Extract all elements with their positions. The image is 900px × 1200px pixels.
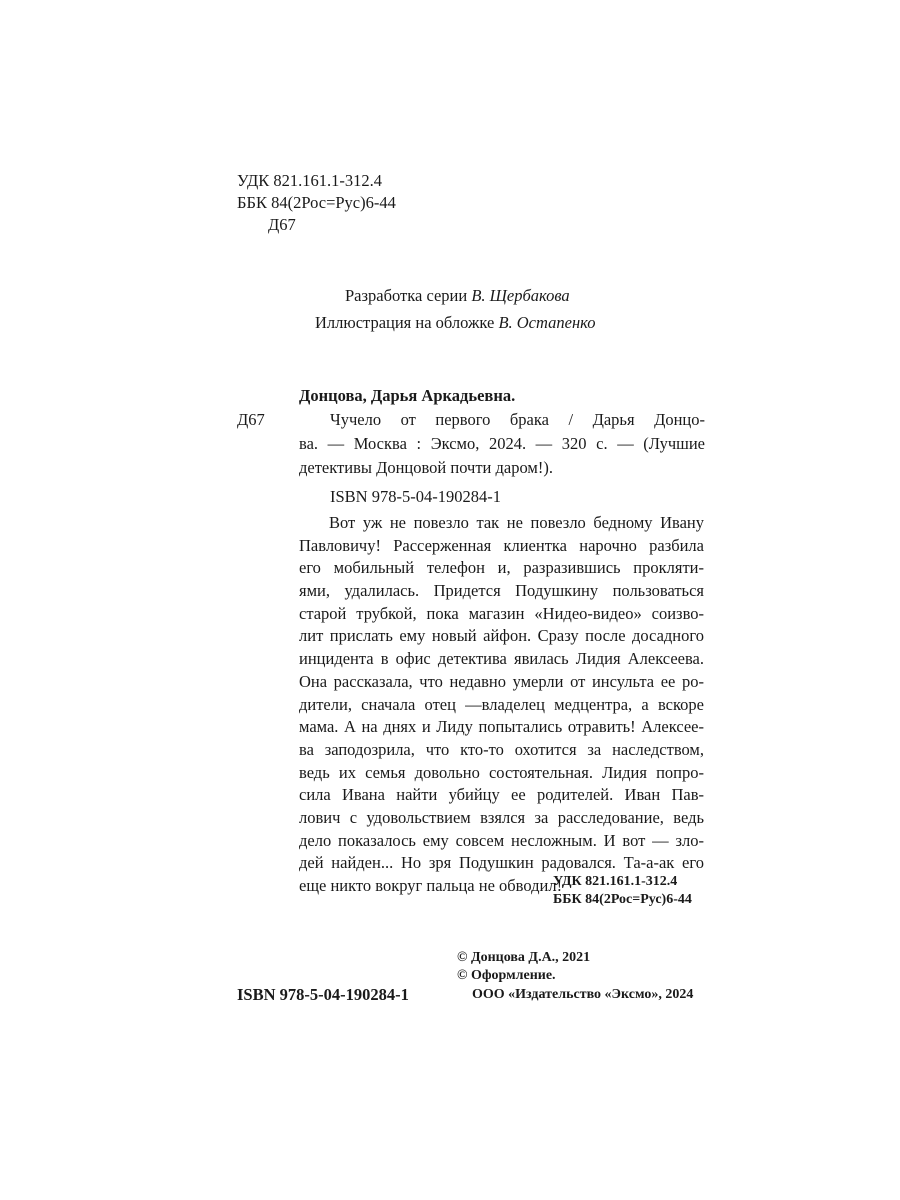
- series-credit-label: Разработка серии: [345, 286, 468, 305]
- isbn-bottom: ISBN 978-5-04-190284-1: [237, 985, 409, 1004]
- annotation-line: ями, удалилась. Придется Подушкину пользоваться: [299, 581, 704, 601]
- annotation-line: Павловичу! Рассерженная клиентка нарочно разбила: [299, 535, 704, 555]
- biblio-line-3: детективы Донцовой почти даром!).: [299, 458, 553, 477]
- annotation-line: лович с удовольствием взялся за расследование, ведь: [299, 807, 704, 827]
- author-heading: Донцова, Дарья Аркадьевна.: [299, 386, 516, 405]
- annotation-line: ведь их семья довольно состоятельная. Лидия попро-: [299, 762, 704, 782]
- annotation-line: сила Ивана найти убийцу ее родителей. Иван Пав-: [299, 785, 704, 805]
- annotation-line: мама. А на днях и Лиду попытались отравить! Алексее-: [299, 717, 704, 737]
- annotation-line: ва заподозрила, что кто-то охотится за наследством,: [299, 739, 704, 759]
- annotation-line: Она рассказала, что недавно умерли от инсульта ее ро-: [299, 671, 704, 691]
- annotation-line: его мобильный телефон и, разразившись прокляти-: [299, 558, 704, 578]
- udk-code-top: УДК 821.161.1-312.4: [237, 171, 383, 190]
- copyright-publisher: ООО «Издательство «Эксмо», 2024: [472, 987, 694, 1002]
- bbk-code-bottom: ББК 84(2Рос=Рус)6-44: [553, 892, 692, 907]
- bbk-code-top: ББК 84(2Рос=Рус)6-44: [237, 193, 396, 212]
- cover-credit-name: В. Остапенко: [498, 313, 596, 332]
- series-credit-name: В. Щербакова: [471, 286, 570, 305]
- biblio-line-2: ва. — Москва : Эксмо, 2024. — 320 с. — (Лучшие: [299, 434, 705, 453]
- series-credit: [345, 285, 570, 307]
- annotation-line: дело показалось ему совсем несложным. И вот — зло-: [299, 830, 704, 850]
- annotation-line: старой трубкой, пока магазин «Нидео-видео» соизво-: [299, 603, 704, 623]
- annotation-line: лит прислать ему новый айфон. Сразу после досадного: [299, 626, 704, 646]
- copyright-design: © Оформление.: [457, 968, 556, 983]
- annotation: [299, 512, 704, 898]
- annotation-line: дей найден... Но зря Подушкин радовался. Та-а-ак его: [299, 853, 704, 873]
- copyright-author: © Донцова Д.А., 2021: [457, 950, 591, 965]
- annotation-line: инцидента в офис детектива явилась Лидия Алексеева.: [299, 649, 704, 669]
- author-sign: Д67: [237, 410, 265, 429]
- annotation-line: Вот уж не повезло так не повезло бедному Ивану: [329, 513, 704, 532]
- biblio-line-1: Чучело от первого брака / Дарья Донцо-: [330, 410, 705, 429]
- isbn-line: ISBN 978-5-04-190284-1: [330, 487, 501, 506]
- annotation-line: дители, сначала отец —владелец медцентра, а вскоре: [299, 694, 704, 714]
- udk-code-bottom: УДК 821.161.1-312.4: [553, 874, 678, 889]
- cover-credit: [315, 312, 595, 334]
- cover-credit-label: Иллюстрация на обложке: [315, 313, 495, 332]
- annotation-line: еще никто вокруг пальца не обводил!: [299, 876, 563, 895]
- author-sign-top: Д67: [268, 215, 296, 234]
